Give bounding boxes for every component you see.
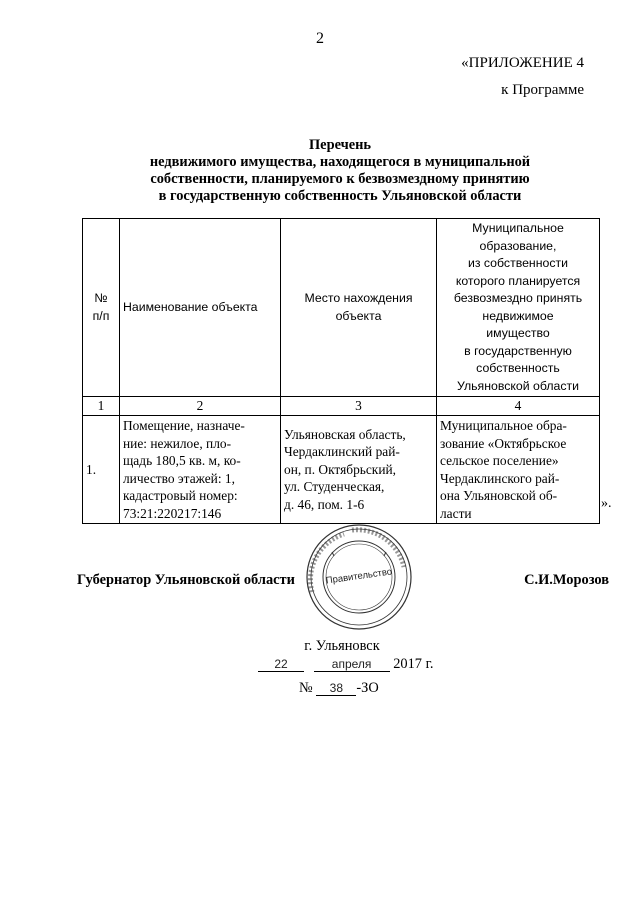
property-table xyxy=(82,218,600,524)
signatory-name: С.И.Морозов xyxy=(524,572,609,588)
law-number xyxy=(299,680,379,697)
header-municipality: Муниципальное образование, из собственности которого планируется безвозмездно принять недвижимое имущество в государственную собственность Ульяновской области xyxy=(437,219,600,397)
table-header-row xyxy=(83,219,600,397)
column-number: 4 xyxy=(437,397,600,416)
header-object-name: Наименование объекта xyxy=(120,219,281,397)
column-number-row xyxy=(83,397,600,416)
number-suffix: -ЗО xyxy=(356,680,379,696)
municipality-cell: Муниципальное обра- зование «Октябрьское сельское поселение» Чердаклинского рай- она Ульяновской об- ласти xyxy=(437,416,600,524)
date-line xyxy=(258,656,433,680)
number-value: 38 xyxy=(316,681,356,696)
number-prefix: № xyxy=(299,680,313,696)
row-number: 1. xyxy=(83,416,120,524)
title-line: Перечень xyxy=(308,137,372,153)
header-location: Место нахождения объекта xyxy=(281,219,437,397)
city: г. Ульяновск xyxy=(304,638,380,654)
title-line: в государственную собственность Ульяновской области xyxy=(158,188,522,204)
date-year: 2017 г. xyxy=(393,656,434,672)
table-row xyxy=(83,416,600,524)
document-title xyxy=(80,137,600,205)
page-number: 2 xyxy=(316,30,324,47)
appendix-title: «ПРИЛОЖЕНИЕ 4 xyxy=(461,55,584,71)
closing-quote: ». xyxy=(601,496,612,511)
header-num: № п/п xyxy=(83,219,120,397)
location-cell: Ульяновская область, Чердаклинский рай- он, п. Октябрьский, ул. Студенческая, д. 46, пом. 1-6 xyxy=(281,416,437,524)
official-seal xyxy=(304,522,414,632)
column-number: 2 xyxy=(120,397,281,416)
date-day: 22 xyxy=(258,657,304,672)
object-name-cell: Помещение, назначе- ние: нежилое, пло- щадь 180,5 кв. м, ко- личество этажей: 1, кадастровый номер: 73:21:220217:146 xyxy=(120,416,281,524)
title-line: собственности, планируемого к безвозмездному принятию xyxy=(150,171,530,187)
date-month: апреля xyxy=(314,657,390,672)
column-number: 3 xyxy=(281,397,437,416)
column-number: 1 xyxy=(83,397,120,416)
title-line: недвижимого имущества, находящегося в муниципальной xyxy=(149,154,531,170)
seal-text: Правительство xyxy=(325,566,393,587)
signatory-position: Губернатор Ульяновской области xyxy=(77,572,295,588)
appendix-subtitle: к Программе xyxy=(501,82,584,98)
